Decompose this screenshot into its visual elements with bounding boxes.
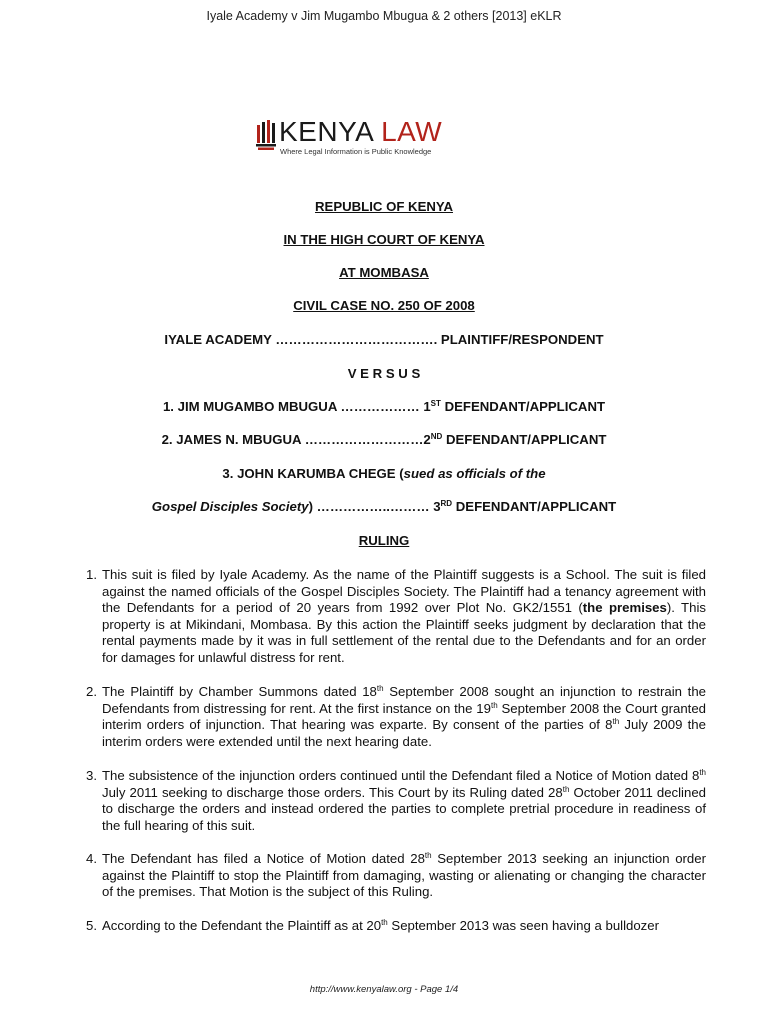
- document-header: Iyale Academy v Jim Mugambo Mbugua & 2 others [2013] eKLR: [206, 9, 562, 23]
- court-heading: IN THE HIGH COURT OF KENYA: [283, 232, 485, 247]
- case-number-heading: CIVIL CASE NO. 250 OF 2008: [293, 298, 475, 313]
- paragraph-1: 1. This suit is filed by Iyale Academy. As the name of the Plaintiff suggests is a School. The suit is filed against the named officials of the Gospel Disciples Society. The Plaintiff had a tenancy agreement with the Defendants for a period of 20 years from 1992 over Plot No. GK2/1551 (the premises). This property is at Mikindani, Mombasa. By this action the Plaintiff seeks judgment by declaration that the rental payments made by it was in full settlement of the rental due to the Defendants and for an order for damages for unlawful distress for rent.: [86, 567, 706, 665]
- paragraph-4: 4. The Defendant has filed a Notice of Motion dated 28th September 2013 seeking an injunction order against the Plaintiff to stop the Plaintiff from damaging, wasting or alienating or changing the character of the premises. That Motion is the subject of this Ruling.: [86, 851, 706, 900]
- versus-heading: V E R S U S: [347, 366, 421, 381]
- paragraph-2: 2. The Plaintiff by Chamber Summons dated 18th September 2008 sought an injunction to restrain the Defendants from distressing for rent. At the first instance on the 19th September 2008 the Court granted interim orders of injunction. That hearing was exparte. By consent of the parties of 8th July 2009 the interim orders were extended until the next hearing date.: [86, 684, 706, 749]
- court-columns-icon: [256, 119, 276, 151]
- republic-heading: REPUBLIC OF KENYA: [315, 199, 453, 214]
- plaintiff-line: IYALE ACADEMY ………………………………. PLAINTIFF/RESPONDENT: [164, 332, 604, 347]
- defendant-3-line: 3. JOHN KARUMBA CHEGE (sued as officials of the: [222, 466, 546, 481]
- defendant-2-line: 2. JAMES N. MBUGUA ………………………2ND DEFENDANT/APPLICANT: [161, 432, 607, 447]
- ruling-title: RULING: [358, 533, 410, 548]
- defendant-1-line: 1. JIM MUGAMBO MBUGUA ……………… 1ST DEFENDANT/APPLICANT: [162, 399, 606, 414]
- location-heading: AT MOMBASA: [339, 265, 429, 280]
- paragraph-3: 3. The subsistence of the injunction orders continued until the Defendant filed a Notice of Motion dated 8th July 2011 seeking to discharge those orders. This Court by its Ruling dated 28th October 2011 declined to discharge the orders and instead ordered the parties to complete pretrial procedure in readiness of the full hearing of this suit.: [86, 768, 706, 833]
- footer-link[interactable]: http://www.kenyalaw.org - Page 1/4: [309, 984, 459, 995]
- logo-tagline: Where Legal Information is Public Knowledge: [280, 147, 432, 156]
- kenya-law-logo: [252, 116, 472, 162]
- page-footer: [0, 984, 768, 995]
- logo-wordmark: KENYA LAW: [279, 116, 443, 147]
- defendant-3-continuation: Gospel Disciples Society) ……………..……… 3RD DEFENDANT/APPLICANT: [151, 499, 617, 514]
- paragraph-5: 5. According to the Defendant the Plaintiff as at 20th September 2013 was seen having a bulldozer: [86, 918, 660, 933]
